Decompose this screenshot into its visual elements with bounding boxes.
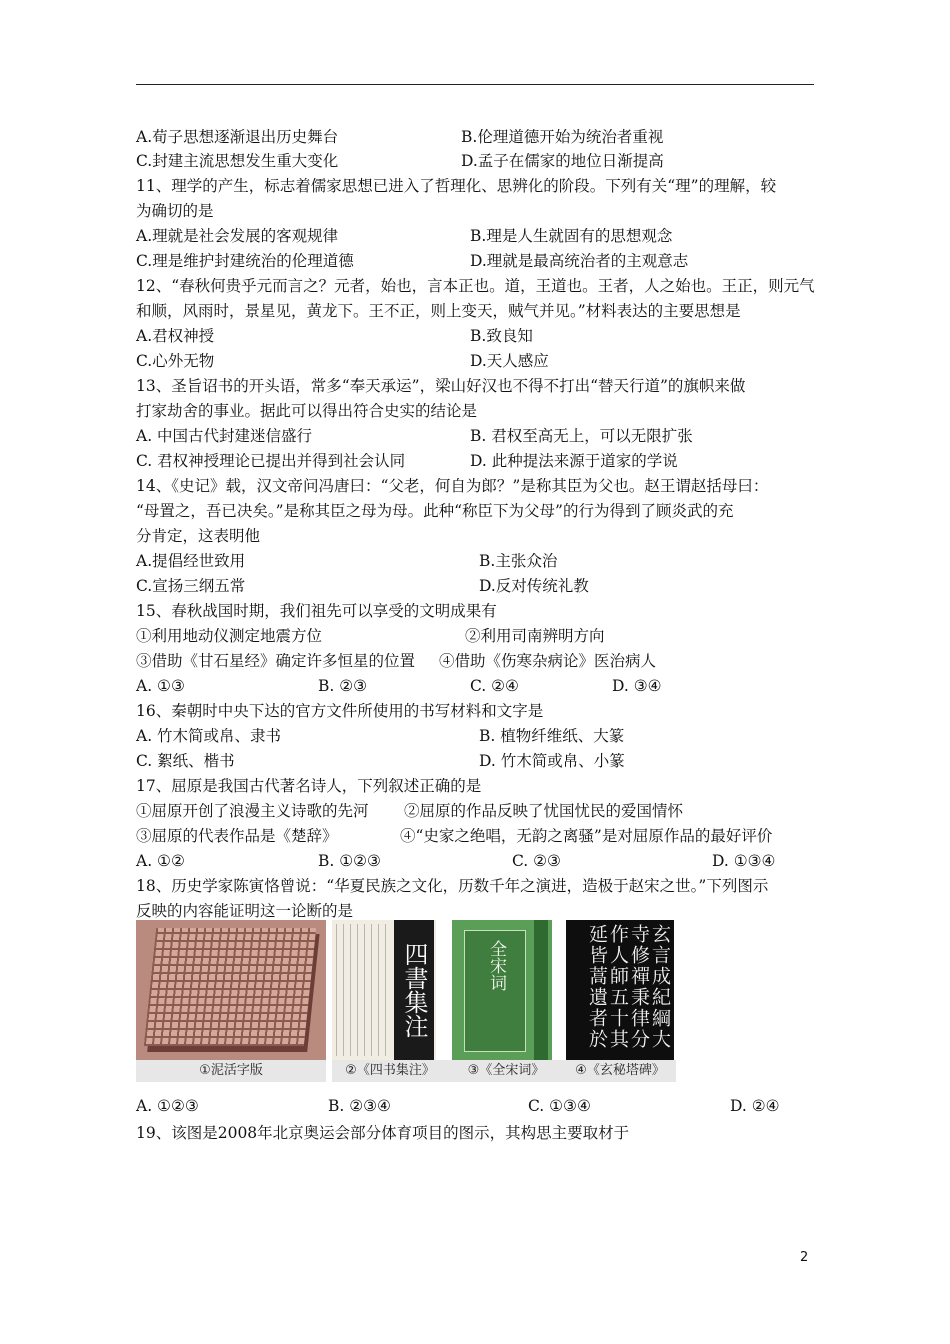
q10-option-a: A.荀子思想逐渐退出历史舞台 [136, 128, 339, 146]
q11-stem-line2: 为确切的是 [136, 202, 214, 220]
q18-option-b: B. ②③④ [328, 1097, 391, 1115]
q17-item-3: ③屈原的代表作品是《楚辞》 [136, 827, 338, 845]
q14-option-d: D.反对传统礼教 [479, 577, 589, 595]
q16-option-d: D. 竹木简或帛、小篆 [479, 752, 625, 770]
q13-option-b: B. 君权至高无上，可以无限扩张 [470, 427, 693, 445]
q12-option-a: A.君权神授 [136, 327, 215, 345]
q11-option-d: D.理就是最高统治者的主观意志 [470, 252, 689, 270]
q16-option-a: A. 竹木简或帛、隶书 [136, 727, 282, 745]
q19-stem: 19、该图是2008年北京奥运会部分体育项目的图示，其构思主要取材于 [136, 1124, 630, 1142]
q15-option-c: C. ②④ [470, 677, 519, 695]
q10-option-c: C.封建主流思想发生重大变化 [136, 152, 339, 170]
q16-stem: 16、秦朝时中央下达的官方文件所使用的书写材料和文字是 [136, 702, 544, 720]
q17-option-c: C. ②③ [512, 852, 561, 870]
stele-characters: 玄言成紀綱大寺修禪秉律分作人師五十其延皆蒿遺者於 [586, 924, 671, 1050]
q15-option-b: B. ②③ [318, 677, 368, 695]
q15-option-a: A. ①③ [136, 677, 185, 695]
q11-option-b: B.理是人生就固有的思想观念 [470, 227, 673, 245]
q14-option-a: A.提倡经世致用 [136, 552, 246, 570]
caption-four-books: ②《四书集注》 [332, 1060, 448, 1082]
header-rule [136, 84, 814, 85]
q13-option-d: D. 此种提法来源于道家的学说 [470, 452, 678, 470]
four-books-image [332, 920, 436, 1060]
q14-option-c: C.宣扬三纲五常 [136, 577, 246, 595]
q12-stem-line2: 和顺，风雨时，景星见，黄龙下。王不正，则上变天，贼气并见。”材料表达的主要思想是 [136, 302, 741, 320]
q17-item-4: ④“史家之绝唱，无韵之离骚”是对屈原作品的最好评价 [400, 827, 773, 845]
q13-option-a: A. 中国古代封建迷信盛行 [136, 427, 313, 445]
caption-clay-type: ①泥活字版 [136, 1060, 326, 1082]
page-number: 2 [800, 1250, 809, 1265]
q12-option-c: C.心外无物 [136, 352, 215, 370]
q15-item-1: ①利用地动仪测定地震方位 [136, 627, 323, 645]
q13-stem-line1: 13、圣旨诏书的开头语，常多“奉天承运”，梁山好汉也不得不打出“替天行道”的旗帜来做 [136, 377, 746, 395]
q15-item-2: ②利用司南辨明方向 [465, 627, 605, 645]
song-ci-book-image [452, 920, 552, 1060]
q13-stem-line2: 打家劫舍的事业。据此可以得出符合史实的结论是 [136, 402, 478, 420]
book-spine-title: 四書集注 [394, 920, 434, 1060]
q18-figure-strip [136, 920, 676, 1085]
q14-stem-line1: 14、《史记》载，汉文帝问冯唐曰：“父老，何自为郎？”是称其臣为父也。赵王谓赵括母曰： [136, 477, 769, 495]
q18-option-a: A. ①②③ [136, 1097, 199, 1115]
clay-type-plate-image [136, 920, 326, 1060]
q16-option-c: C. 絮纸、楷书 [136, 752, 235, 770]
q15-option-d: D. ③④ [612, 677, 662, 695]
caption-stele: ④《玄秘塔碑》 [564, 1060, 676, 1082]
caption-song-ci: ③《全宋词》 [448, 1060, 564, 1082]
q17-stem: 17、屈原是我国古代著名诗人，下列叙述正确的是 [136, 777, 482, 795]
q17-option-b: B. ①②③ [318, 852, 381, 870]
q11-stem-line1: 11、理学的产生，标志着儒家思想已进入了哲理化、思辨化的阶段。下列有关“理”的理解，较 [136, 177, 777, 195]
q18-option-c: C. ①③④ [528, 1097, 591, 1115]
q14-option-b: B.主张众治 [479, 552, 558, 570]
q18-stem-line1: 18、历史学家陈寅恪曾说：“华夏民族之文化，历数千年之演进，造极于赵宋之世。”下列图示 [136, 877, 769, 895]
q15-item-3: ③借助《甘石星经》确定许多恒星的位置 [136, 652, 416, 670]
q17-option-a: A. ①② [136, 852, 185, 870]
q11-option-c: C.理是维护封建统治的伦理道德 [136, 252, 354, 270]
stele-rubbing-image [566, 920, 674, 1060]
book-cover-title: 全宋词 [486, 940, 506, 991]
q17-item-2: ②屈原的作品反映了忧国忧民的爱国情怀 [404, 802, 684, 820]
q14-stem-line3: 分肯定，这表明他 [136, 527, 261, 545]
q17-item-1: ①屈原开创了浪漫主义诗歌的先河 [136, 802, 369, 820]
q13-option-c: C. 君权神授理论已提出并得到社会认同 [136, 452, 406, 470]
q15-stem: 15、春秋战国时期，我们祖先可以享受的文明成果有 [136, 602, 497, 620]
q18-stem-line2: 反映的内容能证明这一论断的是 [136, 902, 354, 920]
q12-option-b: B.致良知 [470, 327, 533, 345]
q11-option-a: A.理就是社会发展的客观规律 [136, 227, 339, 245]
q16-option-b: B. 植物纤维纸、大篆 [479, 727, 625, 745]
q12-stem-line1: 12、“春秋何贵乎元而言之？元者，始也，言本正也。道，王道也。王者，人之始也。王正，则元气 [136, 277, 815, 295]
q18-option-d: D. ②④ [730, 1097, 780, 1115]
q10-option-b: B.伦理道德开始为统治者重视 [461, 128, 664, 146]
q14-stem-line2: “母置之，吾已决矣。”是称其臣之母为母。此种“称臣下为父母”的行为得到了顾炎武的充 [136, 502, 734, 520]
q10-option-d: D.孟子在儒家的地位日渐提高 [461, 152, 664, 170]
q12-option-d: D.天人感应 [470, 352, 549, 370]
q15-item-4: ④借助《伤寒杂病论》医治病人 [439, 652, 657, 670]
q17-option-d: D. ①③④ [712, 852, 776, 870]
